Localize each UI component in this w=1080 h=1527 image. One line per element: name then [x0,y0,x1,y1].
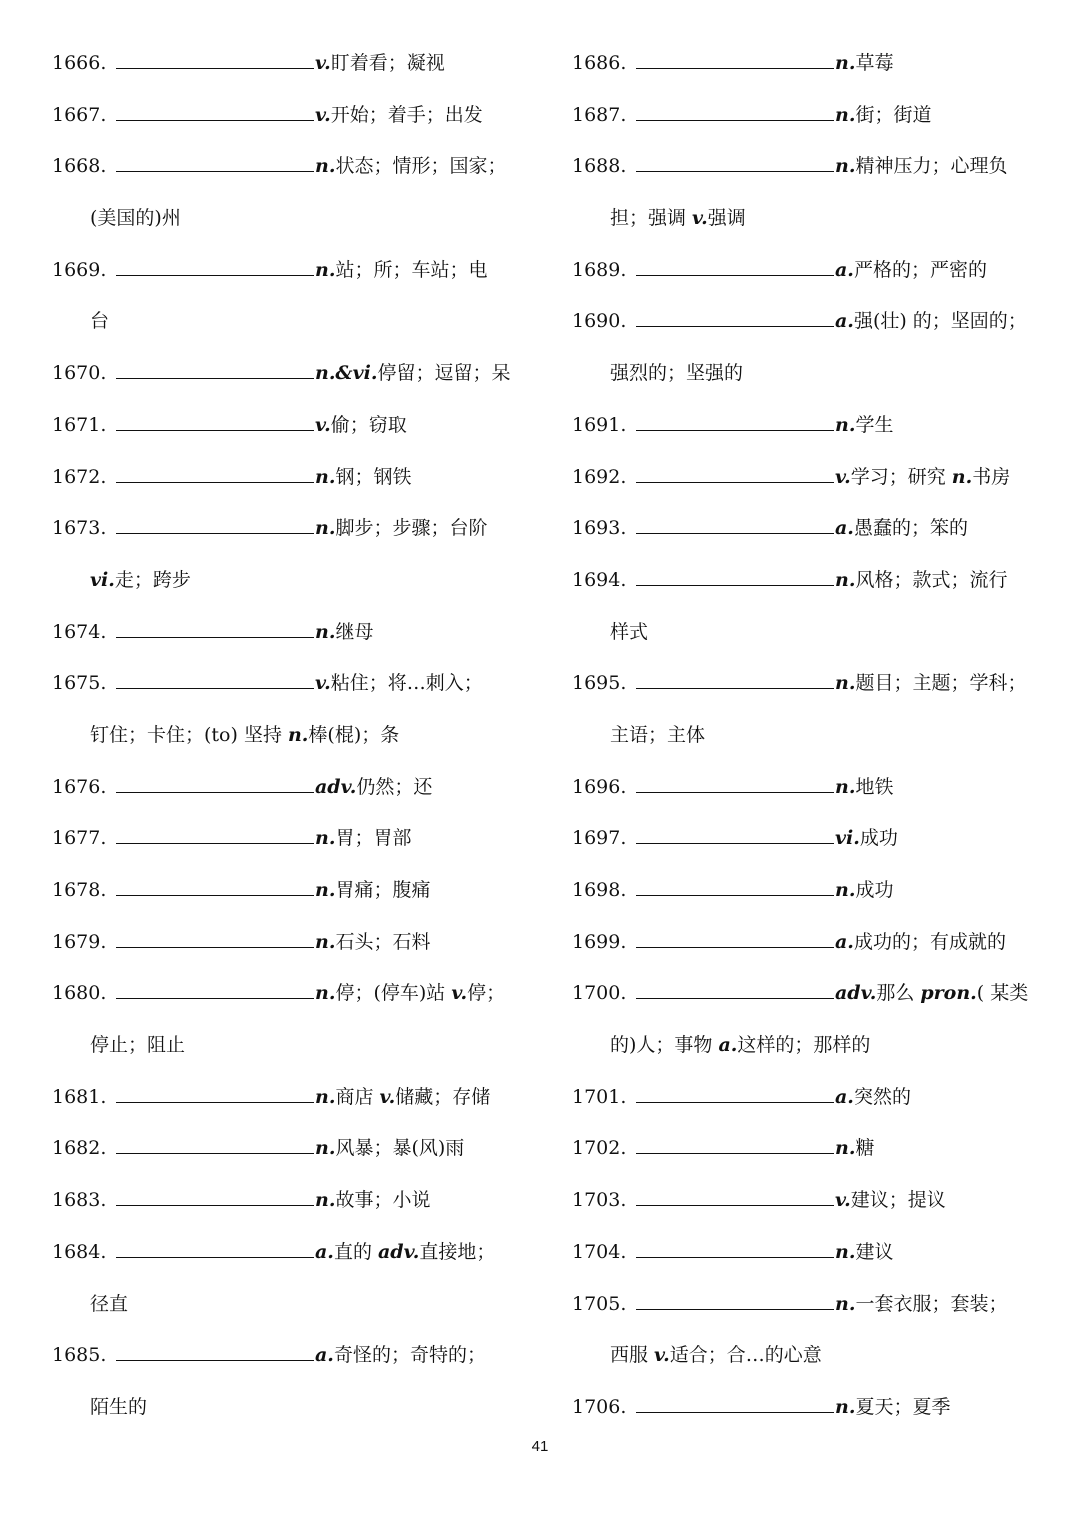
answer-blank[interactable] [636,1191,834,1206]
vocab-entry [52,813,522,865]
vocab-entry [572,38,1042,90]
entry-continuation [572,1020,1042,1072]
part-of-speech: adv. [835,982,877,1005]
vocab-entry [52,90,522,142]
definition-text: 夏天；夏季 [855,1395,951,1418]
definition-text: 严格的；严密的 [853,258,987,281]
part-of-speech: a. [718,1034,738,1057]
definition-text: 西服 [610,1344,655,1367]
part-of-speech: vi. [90,568,115,591]
answer-blank[interactable] [116,674,314,689]
part-of-speech: n. [835,1240,856,1263]
definition-text: 停； [467,982,506,1005]
entry-number: 1692. [572,465,627,488]
entry-number: 1677. [52,827,107,850]
part-of-speech: n. [835,672,856,695]
definition-text: 主语；主体 [610,723,706,746]
answer-blank[interactable] [116,416,314,431]
part-of-speech: a. [835,930,854,953]
part-of-speech: adv. [377,1240,420,1263]
vocab-entry [572,503,1042,555]
vocab-entry [572,452,1042,504]
part-of-speech: a. [835,258,854,281]
part-of-speech: n. [315,1085,336,1108]
definition-text: 这样的；那样的 [737,1034,871,1057]
answer-blank[interactable] [116,984,314,999]
definition-text: 商店 [335,1085,380,1108]
entry-number: 1669. [52,258,107,281]
answer-blank[interactable] [116,468,314,483]
definition-text: 台 [90,310,110,333]
definition-text: 棒(棍)；条 [308,723,400,746]
right-column [572,38,1042,1434]
definition-text: 储藏；存储 [395,1085,491,1108]
vocab-entry [572,1279,1042,1331]
vocab-entry [52,1123,522,1175]
entry-continuation [52,296,522,348]
answer-blank[interactable] [636,468,834,483]
definition-text: 盯着看；凝视 [330,52,445,74]
part-of-speech: v. [451,982,468,1005]
definition-text: 街；街道 [855,103,932,126]
entry-number: 1691. [572,413,627,436]
part-of-speech: n. [315,155,336,178]
vocab-entry [572,1175,1042,1227]
definition-text: 建议；提议 [850,1189,946,1212]
part-of-speech: v. [654,1344,670,1367]
entry-number: 1674. [52,620,107,643]
vocab-entry [52,400,522,452]
part-of-speech: n. [315,879,336,901]
definition-text: 题目；主题；学科； [855,672,1027,695]
definition-text: 成功 [859,827,898,850]
entry-number: 1705. [572,1292,627,1315]
vocab-entry [52,503,522,555]
entry-number: 1686. [572,52,627,74]
definition-text: 成功 [855,879,894,901]
definition-text: 成功的；有成就的 [853,930,1006,953]
answer-blank[interactable] [636,1243,834,1258]
part-of-speech: n. [835,413,856,436]
definition-text: 脚步；步骤；台阶 [335,517,488,540]
entry-number: 1675. [52,672,107,695]
part-of-speech: v. [315,413,331,436]
vocab-entry [572,296,1042,348]
definition-text: 状态；情形；国家； [335,155,507,178]
vocab-entry [572,865,1042,917]
entry-continuation [52,1279,522,1331]
part-of-speech: v. [315,103,331,126]
entry-number: 1670. [52,362,107,385]
definition-text: 一套衣服；套装； [855,1292,1008,1315]
part-of-speech: n. [835,775,856,798]
definition-text: 粘住；将…刺入； [330,672,483,695]
entry-number: 1697. [572,827,627,850]
entry-number: 1698. [572,879,627,901]
part-of-speech: v. [315,52,331,74]
answer-blank[interactable] [116,933,314,948]
answer-blank[interactable] [116,1191,314,1206]
definition-text: 风格；款式；流行 [855,568,1008,591]
entry-number: 1684. [52,1240,107,1263]
entry-number: 1667. [52,103,107,126]
vocab-entry [52,452,522,504]
definition-text: ( 某类 [976,982,1029,1005]
entry-continuation [572,607,1042,659]
entry-number: 1683. [52,1189,107,1212]
entry-number: 1703. [572,1189,627,1212]
entry-number: 1688. [572,155,627,178]
entry-number: 1668. [52,155,107,178]
part-of-speech: n. [315,930,336,953]
answer-blank[interactable] [636,984,834,999]
definition-text: 风暴；暴(风)雨 [335,1137,465,1160]
definition-text: 书房 [972,465,1011,488]
entry-number: 1694. [572,568,627,591]
entry-number: 1679. [52,930,107,953]
definition-text: 奇怪的；奇特的； [333,1344,486,1367]
part-of-speech: a. [315,1240,334,1263]
answer-blank[interactable] [116,623,314,638]
page-number: 41 [531,1438,549,1455]
answer-blank[interactable] [116,364,314,379]
definition-text: 径直 [90,1292,129,1315]
vocab-entry [52,762,522,814]
part-of-speech: n.&vi. [315,362,378,385]
answer-blank[interactable] [116,1139,314,1154]
answer-blank[interactable] [636,54,834,69]
vocab-entry [52,968,522,1020]
definition-text: 站；所；车站；电 [335,258,488,281]
part-of-speech: n. [315,1189,336,1212]
entry-continuation [52,555,522,607]
definition-text: 钢；钢铁 [335,465,412,488]
entry-number: 1700. [572,982,627,1005]
definition-text: 故事；小说 [335,1189,431,1212]
vocab-entry [52,1072,522,1124]
vocab-entry [572,1123,1042,1175]
entry-number: 1678. [52,879,107,901]
definition-text: 停留；逗留；呆 [377,362,511,385]
part-of-speech: n. [835,1292,856,1315]
part-of-speech: adv. [315,775,357,798]
answer-blank[interactable] [636,519,834,534]
definition-text: 强烈的；坚强的 [610,362,744,385]
definition-text: 陌生的 [90,1395,148,1418]
part-of-speech: v. [315,672,331,695]
left-column [52,38,522,1434]
answer-blank[interactable] [116,1243,314,1258]
vocab-entry [52,658,522,710]
definition-text: 钉住；卡住；(to) 坚持 [90,723,288,746]
entry-number: 1689. [572,258,627,281]
entry-number: 1685. [52,1344,107,1367]
answer-blank[interactable] [116,881,314,896]
answer-blank[interactable] [636,261,834,276]
answer-blank[interactable] [116,106,314,121]
part-of-speech: n. [835,155,856,178]
entry-number: 1673. [52,517,107,540]
answer-blank[interactable] [116,519,314,534]
entry-continuation [572,193,1042,245]
definition-text: 偷；窃取 [330,413,407,436]
part-of-speech: n. [315,620,336,643]
part-of-speech: n. [835,879,856,901]
part-of-speech: n. [835,568,856,591]
part-of-speech: n. [315,517,336,540]
part-of-speech: n. [835,52,856,74]
vocab-entry [52,38,522,90]
entry-number: 1704. [572,1240,627,1263]
definition-text: 石头；石料 [335,930,431,953]
definition-text: 直的 [333,1240,378,1263]
vocab-entry [52,1175,522,1227]
entry-continuation [572,1330,1042,1382]
entry-number: 1680. [52,982,107,1005]
part-of-speech: v. [692,207,708,230]
answer-blank[interactable] [636,881,834,896]
part-of-speech: n. [835,103,856,126]
entry-number: 1687. [572,103,627,126]
answer-blank[interactable] [636,157,834,172]
part-of-speech: a. [835,310,854,333]
vocab-entry [572,141,1042,193]
part-of-speech: v. [835,465,851,488]
part-of-speech: vi. [835,827,860,850]
answer-blank[interactable] [116,261,314,276]
definition-text: 停；(停车)站 [335,982,452,1005]
entry-number: 1682. [52,1137,107,1160]
definition-text: 胃；胃部 [335,827,412,850]
part-of-speech: a. [835,1085,854,1108]
entry-continuation [572,348,1042,400]
definition-text: 地铁 [855,775,894,798]
answer-blank[interactable] [636,933,834,948]
part-of-speech: n. [315,258,336,281]
vocab-entry [52,607,522,659]
answer-blank[interactable] [636,1295,834,1310]
vocab-entry [52,141,522,193]
vocab-entry [572,762,1042,814]
vocab-entry [52,1330,522,1382]
answer-blank[interactable] [636,829,834,844]
answer-blank[interactable] [116,1088,314,1103]
entry-number: 1702. [572,1137,627,1160]
definition-text: 突然的 [853,1085,911,1108]
vocab-entry [572,90,1042,142]
entry-number: 1690. [572,310,627,333]
vocab-entry [52,865,522,917]
answer-blank[interactable] [636,106,834,121]
entry-number: 1701. [572,1085,627,1108]
answer-blank[interactable] [636,1088,834,1103]
entry-number: 1699. [572,930,627,953]
entry-continuation [52,1020,522,1072]
definition-text: 继母 [335,620,374,643]
vocab-entry [572,813,1042,865]
definition-text: 仍然；还 [356,775,433,798]
answer-blank[interactable] [116,54,314,69]
part-of-speech: n. [315,982,336,1005]
definition-text: 学习；研究 [850,465,952,488]
answer-blank[interactable] [636,1398,834,1413]
definition-text: 精神压力；心理负 [855,155,1008,178]
definition-text: 学生 [855,413,894,436]
answer-blank[interactable] [636,312,834,327]
entry-number: 1672. [52,465,107,488]
vocab-entry [52,245,522,297]
definition-text: 开始；着手；出发 [330,103,483,126]
part-of-speech: a. [315,1344,334,1367]
vocab-entry [572,1382,1042,1434]
entry-continuation [52,1382,522,1434]
part-of-speech: v. [835,1189,851,1212]
definition-text: 停止；阻止 [90,1034,186,1057]
part-of-speech: n. [835,1395,856,1418]
definition-text: 担；强调 [610,207,693,230]
entry-number: 1676. [52,775,107,798]
vocab-entry [52,917,522,969]
answer-blank[interactable] [116,157,314,172]
entry-number: 1696. [572,775,627,798]
definition-text: 直接地； [419,1240,496,1263]
answer-blank[interactable] [636,674,834,689]
answer-blank[interactable] [116,829,314,844]
definition-text: 适合；合…的心意 [669,1344,822,1367]
part-of-speech: n. [315,827,336,850]
vocab-entry [572,1072,1042,1124]
vocab-entry [52,348,522,400]
part-of-speech: a. [835,517,854,540]
entry-continuation [52,193,522,245]
definition-text: 糖 [855,1137,875,1160]
answer-blank[interactable] [116,1346,314,1361]
part-of-speech: n. [315,465,336,488]
vocab-entry [572,400,1042,452]
part-of-speech: n. [287,723,309,746]
entry-number: 1695. [572,672,627,695]
definition-text: 走；跨步 [114,568,191,591]
definition-text: 样式 [610,620,649,643]
part-of-speech: n. [835,1137,856,1160]
part-of-speech: v. [379,1085,396,1108]
vocab-entry [52,1227,522,1279]
part-of-speech: n. [315,1137,336,1160]
vocab-entry [572,917,1042,969]
entry-number: 1666. [52,52,107,74]
entry-number: 1693. [572,517,627,540]
answer-blank[interactable] [636,778,834,793]
definition-text: 草莓 [855,52,894,74]
definition-text: (美国的)州 [90,207,181,230]
definition-text: 的)人；事物 [610,1034,719,1057]
vocab-entry [572,245,1042,297]
answer-blank[interactable] [116,778,314,793]
vocab-entry [572,1227,1042,1279]
vocab-entry [572,968,1042,1020]
vocab-entry [572,555,1042,607]
definition-text: 强(壮) 的；坚固的； [853,310,1027,333]
entry-number: 1671. [52,413,107,436]
entry-continuation [572,710,1042,762]
vocab-entry [572,658,1042,710]
definition-text: 建议 [855,1240,894,1263]
entry-number: 1706. [572,1395,627,1418]
answer-blank[interactable] [636,571,834,586]
part-of-speech: n. [951,465,973,488]
definition-text: 愚蠢的；笨的 [853,517,968,540]
entry-continuation [52,710,522,762]
answer-blank[interactable] [636,416,834,431]
entry-number: 1681. [52,1085,107,1108]
answer-blank[interactable] [636,1139,834,1154]
definition-text: 胃痛；腹痛 [335,879,431,901]
definition-text: 强调 [707,207,746,230]
part-of-speech: pron. [920,982,977,1005]
definition-text: 那么 [876,982,921,1005]
